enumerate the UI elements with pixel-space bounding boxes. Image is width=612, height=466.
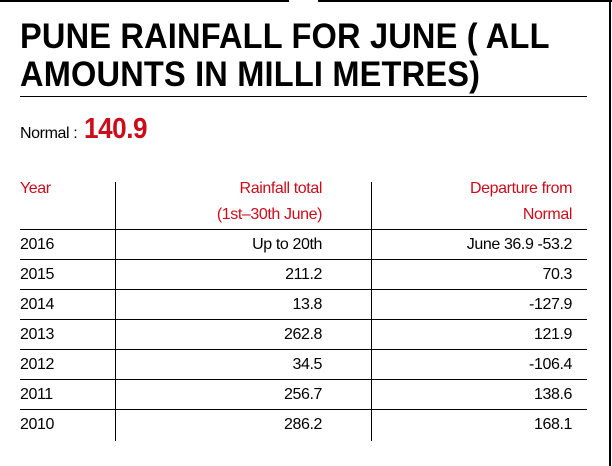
- cell-departure: 121.9: [533, 326, 572, 343]
- page-title: [20, 18, 559, 94]
- table-row: [20, 319, 587, 350]
- cell-departure: June 36.9 -53.2: [466, 236, 572, 253]
- cell-departure: -127.9: [529, 296, 572, 313]
- cell-year: 2016: [20, 236, 54, 253]
- cell-year: 2010: [20, 416, 54, 433]
- title-line-1: PUNE RAINFALL FOR JUNE ( ALL: [20, 17, 550, 56]
- cell-rainfall: 262.8: [283, 326, 322, 343]
- header-year: Year: [20, 180, 51, 197]
- cell-year: 2013: [20, 326, 54, 343]
- cell-year: 2015: [20, 266, 54, 283]
- cell-rainfall: 286.2: [283, 416, 322, 433]
- table-row: [20, 289, 587, 320]
- frame-border-top-right: [318, 0, 612, 2]
- header-departure: [376, 176, 572, 228]
- cell-rainfall: 256.7: [283, 386, 322, 403]
- cell-departure: 138.6: [533, 386, 572, 403]
- cell-year: 2012: [20, 356, 54, 373]
- title-divider: [20, 96, 587, 97]
- normal-label: Normal :: [20, 125, 78, 142]
- cell-rainfall: 34.5: [292, 356, 322, 373]
- header-rainfall-line-1: Rainfall total: [239, 180, 322, 197]
- cell-departure: -106.4: [529, 356, 572, 373]
- cell-year: 2014: [20, 296, 54, 313]
- cell-rainfall: 211.2: [285, 266, 322, 283]
- cell-departure: 70.3: [542, 266, 572, 283]
- header-rainfall-total: [120, 176, 322, 228]
- frame-border-right: [609, 0, 611, 466]
- cell-rainfall: 13.8: [292, 296, 322, 313]
- header-rainfall-line-2: (1st–30th June): [216, 206, 322, 223]
- normal-rainfall: [20, 113, 154, 146]
- header-departure-line-1: Departure from: [470, 180, 572, 197]
- table-row: [20, 259, 587, 290]
- header-departure-line-2: Normal: [522, 206, 572, 223]
- frame-border-top-left: [0, 0, 289, 2]
- table-row: [20, 379, 587, 410]
- title-line-2: AMOUNTS IN MILLI METRES): [20, 55, 481, 94]
- cell-departure: 168.1: [533, 416, 572, 433]
- normal-value: 140.9: [83, 113, 147, 145]
- cell-rainfall: Up to 20th: [252, 236, 322, 253]
- table-row: [20, 409, 587, 442]
- table-row: [20, 229, 587, 260]
- table-row: [20, 349, 587, 380]
- cell-year: 2011: [20, 386, 53, 403]
